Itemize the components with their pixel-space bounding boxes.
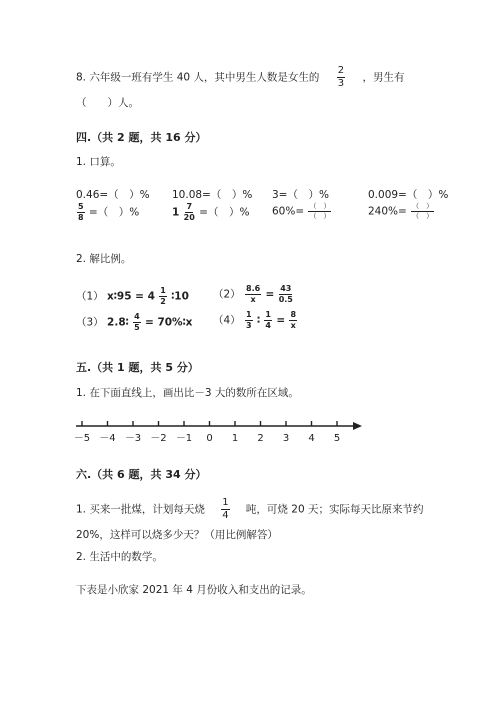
- number-line: [72, 414, 372, 448]
- number-line-tick-label: 2: [257, 433, 264, 444]
- number-line-tick-label: 4: [308, 433, 315, 444]
- mental-math-item-4: 0.009=（ ）%: [368, 189, 449, 201]
- question-8-text: 8. 六年级一班有学生 40 人，其中男生人数是女生的: [76, 71, 320, 84]
- number-line-tick-label: －3: [124, 433, 142, 444]
- proportion-1: （1） x∶95 = 4 $\frac{1}{2}$ ∶10: [76, 286, 189, 306]
- fraction-four-fifths: $\frac{4}{5}$: [134, 312, 140, 332]
- proportion-3: （3） 2.8∶ $\frac{4}{5}$ = 70%∶x: [76, 312, 193, 332]
- number-line-tick-label: －1: [175, 433, 193, 444]
- number-line-tick-label: 5: [333, 433, 341, 444]
- number-line-tick-label: 0: [206, 433, 213, 444]
- section-4-heading: 四.（共 2 题，共 16 分）: [76, 131, 207, 144]
- proportion-4: （4） $\frac{1}{3}$ ∶ $\frac{1}{4}$ = $\frac{8}{x}$: [213, 310, 297, 330]
- section-5-heading: 五.（共 1 题，共 5 分）: [76, 361, 199, 374]
- fraction-two-thirds: $\frac{2}{3}$: [337, 65, 345, 89]
- fraction-five-eighths: $\frac{5}{8}$: [78, 202, 84, 222]
- mental-math-item-5: $\frac{5}{8}$ =（ ）%: [78, 202, 140, 222]
- mental-math-item-1: 0.46=（ ）%: [76, 189, 150, 201]
- section-4-q1-label: 1. 口算。: [76, 156, 121, 168]
- fraction-8-over-x: $\frac{8}{x}$: [290, 310, 297, 330]
- number-line-tick-label: －2: [150, 433, 167, 444]
- mental-math-item-8: 240%= $\frac{( )}{( )}$: [368, 202, 434, 220]
- fraction-one-quarter: $\frac{1}{4}$: [265, 310, 271, 330]
- number-line-tick-label: －5: [73, 433, 91, 444]
- section-4-q2-label: 2. 解比例。: [76, 253, 132, 265]
- section-6-q2: 2. 生活中的数学。: [76, 551, 163, 563]
- section-6-table-note: 下表是小欣家 2021 年 4 月份收入和支出的记录。: [76, 584, 312, 596]
- number-line-tick-label: 1: [231, 433, 239, 444]
- fraction-one-third: $\frac{1}{3}$: [246, 310, 252, 330]
- question-8-line2: （ ）人。: [76, 97, 139, 109]
- question-8-text-2: ，男生有: [362, 71, 405, 84]
- number-line-tick-label: 3: [282, 433, 290, 444]
- section-5-q1: 1. 在下面直线上，画出比－3 大的数所在区域。: [76, 387, 299, 399]
- fraction-seven-twentieths: $\frac{7}{20}$: [183, 202, 195, 222]
- fraction-blank: $\frac{( )}{( )}$: [309, 202, 331, 220]
- mental-math-item-2: 10.08=（ ）%: [172, 189, 253, 201]
- fraction-blank: $\frac{( )}{( )}$: [412, 202, 434, 220]
- mental-math-item-7: 60%= $\frac{( )}{( )}$: [272, 202, 331, 220]
- proportion-2: （2） $\frac{8.6}{x}$ = $\frac{43}{0.5}$: [213, 284, 293, 304]
- section-6-heading: 六.（共 6 题，共 34 分）: [76, 468, 207, 481]
- mental-math-item-3: 3=（ ）%: [272, 189, 329, 201]
- question-8-line1: [76, 66, 404, 89]
- section-6-q1-line1: 1. 买来一批煤，计划每天烧 $\frac{1}{4}$ 吨，可烧 20 天；实际每天比原来节约: [76, 497, 424, 521]
- number-line-tick-label: －4: [99, 433, 116, 444]
- fraction-86-over-x: $\frac{8.6}{x}$: [246, 284, 261, 304]
- fraction-43-over-05: $\frac{43}{0.5}$: [278, 284, 293, 304]
- number-line-arrow-icon: [353, 422, 362, 430]
- fraction-one-half: $\frac{1}{2}$: [160, 286, 166, 306]
- section-6-q1-line2: 20%，这样可以烧多少天？（用比例解答）: [76, 529, 278, 541]
- mental-math-item-6: 1 $\frac{7}{20}$ =（ ）%: [172, 202, 250, 222]
- fraction-one-quarter-ton: $\frac{1}{4}$: [222, 497, 229, 521]
